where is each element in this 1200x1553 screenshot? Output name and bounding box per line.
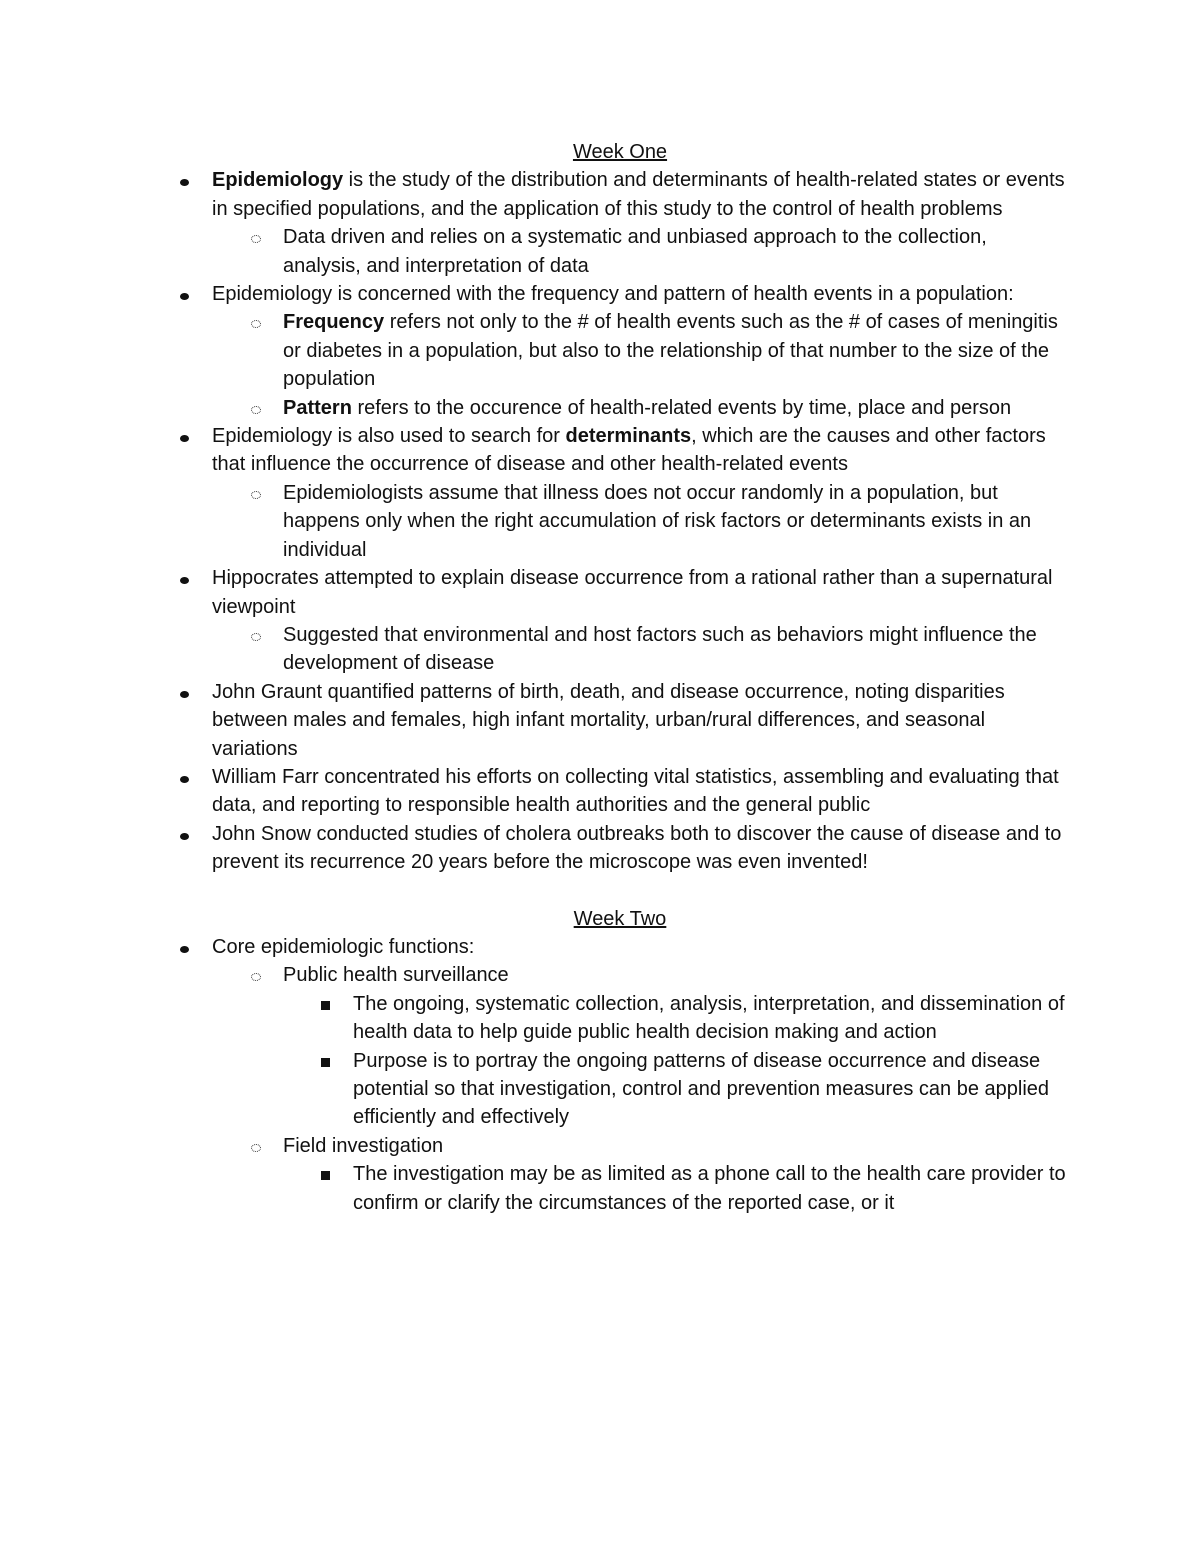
circle-bullet-icon [246,1132,266,1160]
list-item [170,763,1070,820]
list-item-text: John Graunt quantified patterns of birth, death, and disease occurrence, noting disparities between males and females, high infant mortality, urban/rural differences, and seasonal variations [212,680,1005,760]
list-item-text: John Snow conducted studies of cholera outbreaks both to discover the cause of disease and to prevent its recurrence 20 years before the microscope was even invented! [212,822,1062,874]
disc-bullet-icon [174,422,194,450]
document-body [170,138,1070,1217]
term-epidemiology: Epidemiology [212,169,344,192]
list-item-text: Core epidemiologic functions: [212,935,475,958]
list-item [170,394,1070,422]
list-item-text: refers to the occurence of health-related events by time, place and person [351,396,1012,419]
disc-bullet-icon [174,280,194,308]
list-item [170,280,1070,308]
circle-bullet-icon [246,961,266,989]
list-item-text: refers not only to the # of health events such as the # of cases of meningitis or diabetes in a population, but also to the relationship of that number to the size of the population [283,311,1058,391]
circle-bullet-icon [246,621,266,649]
list-item-text: Suggested that environmental and host factors such as behaviors might influence the development of disease [283,623,1037,675]
disc-bullet-icon [174,763,194,791]
list-item [170,223,1070,280]
circle-bullet-icon [246,479,266,507]
list-item-text: Epidemiology is also used to search for [212,425,566,448]
list-item [170,308,1070,393]
disc-bullet-icon [174,820,194,848]
list-item-text: Field investigation [283,1134,444,1157]
term-pattern: Pattern [283,396,352,419]
square-bullet-icon [315,990,335,1018]
week-one-list [170,166,1070,876]
list-item [170,678,1070,763]
list-item [170,961,1070,989]
list-item-text: is the study of the distribution and determinants of health-related states or events in specified populations, and the application of this study to the control of health problems [212,169,1065,220]
circle-bullet-icon [246,223,266,251]
square-bullet-icon [315,1047,335,1075]
disc-bullet-icon [174,564,194,592]
list-item [170,933,1070,961]
disc-bullet-icon [174,933,194,961]
list-item [170,422,1070,479]
list-item-text: The investigation may be as limited as a phone call to the health care provider to confirm or clarify the circumstances of the reported case, or it [353,1163,1066,1214]
list-item [170,564,1070,621]
term-frequency: Frequency [283,311,385,334]
list-item-text: Public health surveillance [283,964,509,987]
list-item-text: Epidemiology is concerned with the frequency and pattern of health events in a population: [212,283,1014,306]
square-bullet-icon [315,1160,335,1188]
section-title-week-two: Week Two [573,907,667,930]
list-item [170,621,1070,678]
circle-bullet-icon [246,394,266,422]
list-item [170,990,1070,1047]
list-item [170,1132,1070,1160]
list-item-text: Purpose is to portray the ongoing patterns of disease occurrence and disease potential so that investigation, control and prevention measures can be applied efficiently and effectively [353,1049,1050,1129]
list-item [170,479,1070,564]
list-item [170,1160,1070,1217]
disc-bullet-icon [174,678,194,706]
list-item-text: William Farr concentrated his efforts on collecting vital statistics, assembling and evaluating that data, and reporting to responsible health authorities and the general public [212,765,1059,817]
week-two-list [170,933,1070,1217]
section-title-week-one: Week One [572,141,668,163]
list-item-text: , which are the causes and other factors that influence the occurrence of disease and other health-related events [212,425,1046,476]
list-item-text: Epidemiologists assume that illness does not occur randomly in a population, but happens only when the right accumulation of risk factors or determinants exists in an individual [283,481,1032,561]
list-item [170,1047,1070,1132]
circle-bullet-icon [246,308,266,336]
list-item-text: Hippocrates attempted to explain disease occurrence from a rational rather than a supernatural viewpoint [212,567,1053,618]
list-item [170,820,1070,877]
term-determinants: determinants [565,425,692,448]
list-item-text: Data driven and relies on a systematic and unbiased approach to the collection, analysis, and interpretation of data [283,226,987,277]
list-item-text: The ongoing, systematic collection, analysis, interpretation, and dissemination of health data to help guide public health decision making and action [353,992,1065,1044]
disc-bullet-icon [174,166,194,194]
section-spacer [170,877,1070,905]
list-item [170,166,1070,223]
